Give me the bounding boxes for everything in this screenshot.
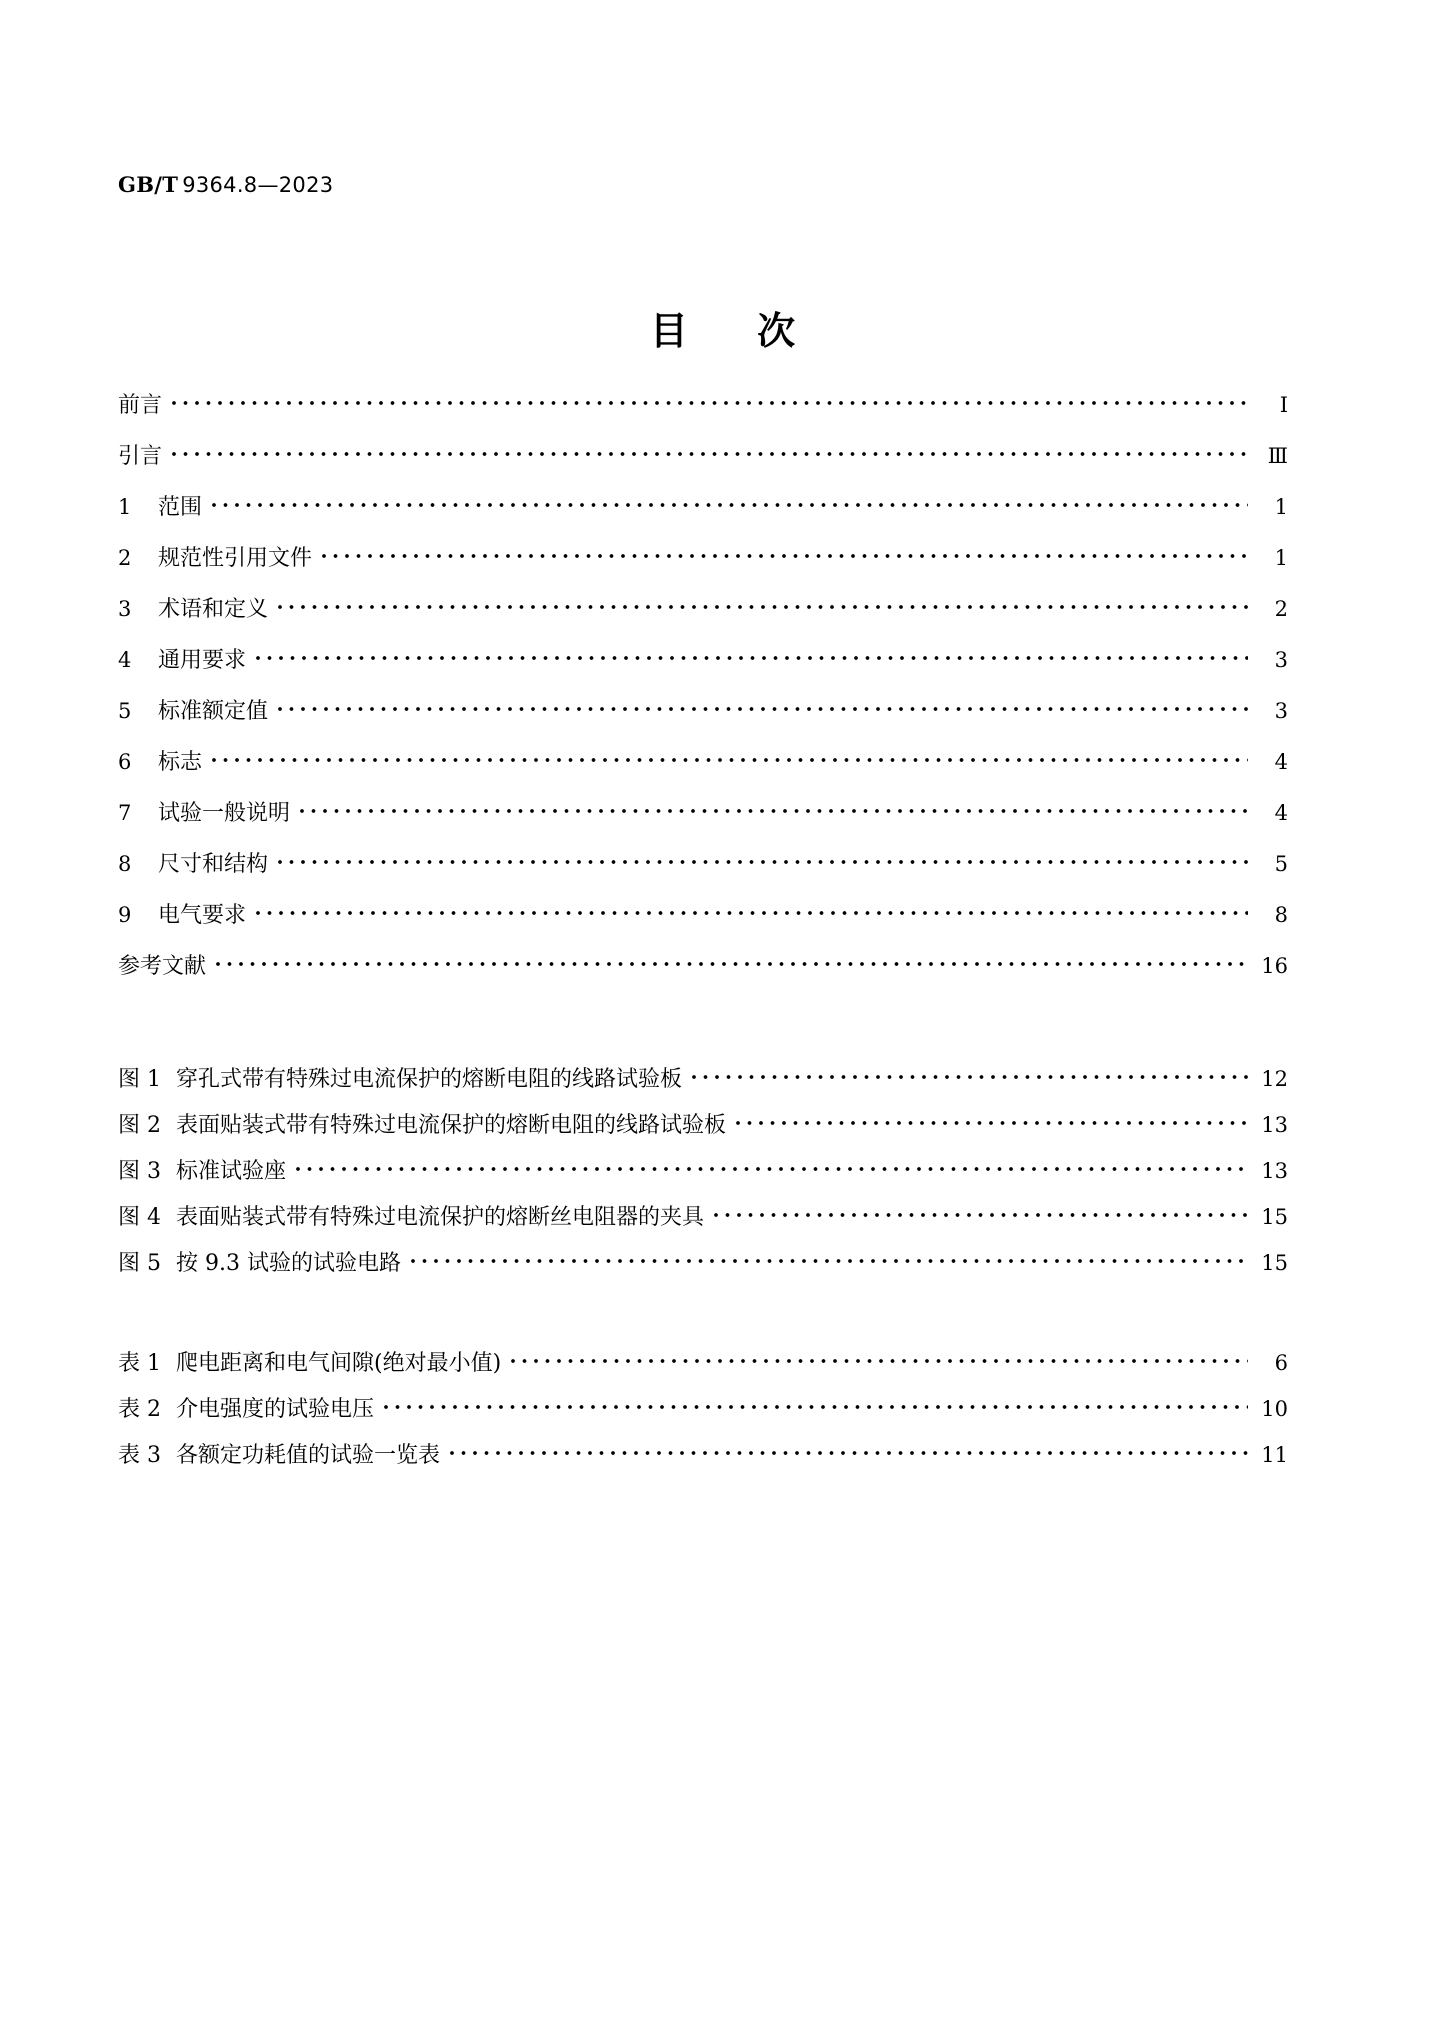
leader-dots (278, 849, 1248, 871)
leader-dots (300, 798, 1248, 820)
toc-entry-label: 参考文献 (118, 954, 207, 979)
toc-entry-figure-3[interactable] (118, 1156, 1288, 1202)
toc-entry-tag: 图 4 (118, 1205, 161, 1230)
toc-entry-clause-1[interactable] (118, 492, 1288, 543)
page-title: 目 次 (649, 309, 824, 353)
toc-entry-page: 11 (1261, 1443, 1288, 1467)
leader-dots (172, 441, 1248, 463)
toc-entry-page: 1 (1274, 546, 1288, 570)
leader-dots (692, 1064, 1248, 1086)
toc-entry-tag: 表 2 (118, 1397, 161, 1422)
toc-entry-page: 13 (1261, 1159, 1288, 1183)
leader-dots (384, 1394, 1248, 1416)
leader-dots (278, 594, 1248, 616)
toc-entry-tag: 图 2 (118, 1113, 161, 1138)
toc-entry-label: 电气要求 (158, 903, 247, 928)
toc-entry-number: 1 (118, 495, 132, 519)
toc-entry-page: 4 (1274, 801, 1288, 825)
toc-entry-label: 穿孔式带有特殊过电流保护的熔断电阻的线路试验板 (176, 1067, 683, 1092)
toc-section-spacer (118, 1294, 1288, 1348)
toc-entry-tag: 图 1 (118, 1067, 161, 1092)
toc-entry-label: 标准试验座 (176, 1159, 287, 1184)
toc-entry-clause-3[interactable] (118, 594, 1288, 645)
toc-entry-label: 范围 (158, 495, 203, 520)
toc-entry-tag: 图 3 (118, 1159, 161, 1184)
toc-front-matter-group (118, 390, 1288, 492)
leader-dots (256, 900, 1248, 922)
toc-entry-page: 10 (1261, 1397, 1288, 1421)
toc-entry-label: 术语和定义 (158, 597, 269, 622)
toc-entry-page: 15 (1261, 1251, 1288, 1275)
toc-entry-figure-1[interactable] (118, 1064, 1288, 1110)
toc-entry-figure-2[interactable] (118, 1110, 1288, 1156)
toc-entry-figure-4[interactable] (118, 1202, 1288, 1248)
toc-figures-group (118, 1064, 1288, 1294)
toc-entry-page: 6 (1274, 1351, 1288, 1375)
toc-entry-clause-6[interactable] (118, 747, 1288, 798)
toc-entry-page: Ⅰ (1279, 393, 1288, 417)
leader-dots (511, 1348, 1248, 1370)
standard-designation-header (118, 172, 333, 197)
toc-tables-group (118, 1348, 1288, 1486)
toc-entry-page: 15 (1261, 1205, 1288, 1229)
toc-entry-page: 4 (1274, 750, 1288, 774)
toc-entry-page: Ⅲ (1267, 444, 1288, 468)
toc-entry-table-2[interactable] (118, 1394, 1288, 1440)
toc-entry-page: 3 (1274, 699, 1288, 723)
toc-entry-tag: 表 1 (118, 1351, 161, 1376)
table-of-contents (118, 390, 1288, 1486)
toc-entry-label: 表面贴装式带有特殊过电流保护的熔断电阻的线路试验板 (176, 1113, 727, 1138)
toc-entry-number: 7 (118, 801, 132, 825)
toc-entry-number: 2 (118, 546, 132, 570)
toc-entry-page: 1 (1274, 495, 1288, 519)
toc-entry-label: 各额定功耗值的试验一览表 (176, 1443, 441, 1468)
toc-clauses-group (118, 492, 1288, 951)
toc-entry-label: 表面贴装式带有特殊过电流保护的熔断丝电阻器的夹具 (176, 1205, 705, 1230)
toc-entry-page: 12 (1261, 1067, 1288, 1091)
toc-entry-clause-8[interactable] (118, 849, 1288, 900)
toc-entry-page: 8 (1274, 903, 1288, 927)
toc-entry-label: 引言 (118, 444, 163, 469)
leader-dots (278, 696, 1248, 718)
toc-back-matter-group (118, 951, 1288, 1002)
toc-entry-table-1[interactable] (118, 1348, 1288, 1394)
toc-entry-number: 9 (118, 903, 132, 927)
toc-entry-label: 尺寸和结构 (158, 852, 269, 877)
leader-dots (411, 1248, 1248, 1270)
toc-entry-clause-7[interactable] (118, 798, 1288, 849)
toc-entry-clause-2[interactable] (118, 543, 1288, 594)
leader-dots (736, 1110, 1248, 1132)
toc-entry-page: 5 (1274, 852, 1288, 876)
standard-number: 9364.8—2023 (182, 173, 334, 197)
leader-dots (714, 1202, 1248, 1224)
leader-dots (296, 1156, 1248, 1178)
toc-entry-clause-5[interactable] (118, 696, 1288, 747)
toc-entry-number: 3 (118, 597, 132, 621)
toc-entry-page: 3 (1274, 648, 1288, 672)
leader-dots (172, 390, 1248, 412)
toc-entry-label: 前言 (118, 393, 163, 418)
toc-entry-tag: 表 3 (118, 1443, 161, 1468)
toc-entry-table-3[interactable] (118, 1440, 1288, 1486)
toc-entry-page: 13 (1261, 1113, 1288, 1137)
leader-dots (212, 492, 1248, 514)
leader-dots (322, 543, 1248, 565)
toc-entry-number: 6 (118, 750, 132, 774)
toc-entry-clause-9[interactable] (118, 900, 1288, 951)
toc-entry-label: 按 9.3 试验的试验电路 (176, 1251, 401, 1276)
toc-entry-figure-5[interactable] (118, 1248, 1288, 1294)
toc-entry-number: 4 (118, 648, 132, 672)
toc-entry-label: 介电强度的试验电压 (176, 1397, 375, 1422)
leader-dots (256, 645, 1248, 667)
toc-entry-foreword[interactable] (118, 390, 1288, 441)
toc-entry-tag: 图 5 (118, 1251, 161, 1276)
toc-entry-label: 标准额定值 (158, 699, 269, 724)
toc-entry-label: 规范性引用文件 (158, 546, 313, 571)
toc-entry-label: 通用要求 (158, 648, 247, 673)
toc-section-spacer (118, 1002, 1288, 1064)
toc-entry-page: 2 (1274, 597, 1288, 621)
leader-dots (450, 1440, 1248, 1462)
toc-entry-label: 爬电距离和电气间隙(绝对最小值) (176, 1351, 502, 1376)
toc-entry-label: 标志 (158, 750, 203, 775)
toc-entry-page: 16 (1261, 954, 1288, 978)
toc-entry-bibliography[interactable] (118, 951, 1288, 1002)
toc-entry-clause-4[interactable] (118, 645, 1288, 696)
toc-entry-label: 试验一般说明 (158, 801, 291, 826)
toc-entry-number: 5 (118, 699, 132, 723)
toc-entry-number: 8 (118, 852, 132, 876)
toc-entry-introduction[interactable] (118, 441, 1288, 492)
standard-prefix: GB/T (118, 172, 179, 197)
leader-dots (212, 747, 1248, 769)
leader-dots (216, 951, 1248, 973)
